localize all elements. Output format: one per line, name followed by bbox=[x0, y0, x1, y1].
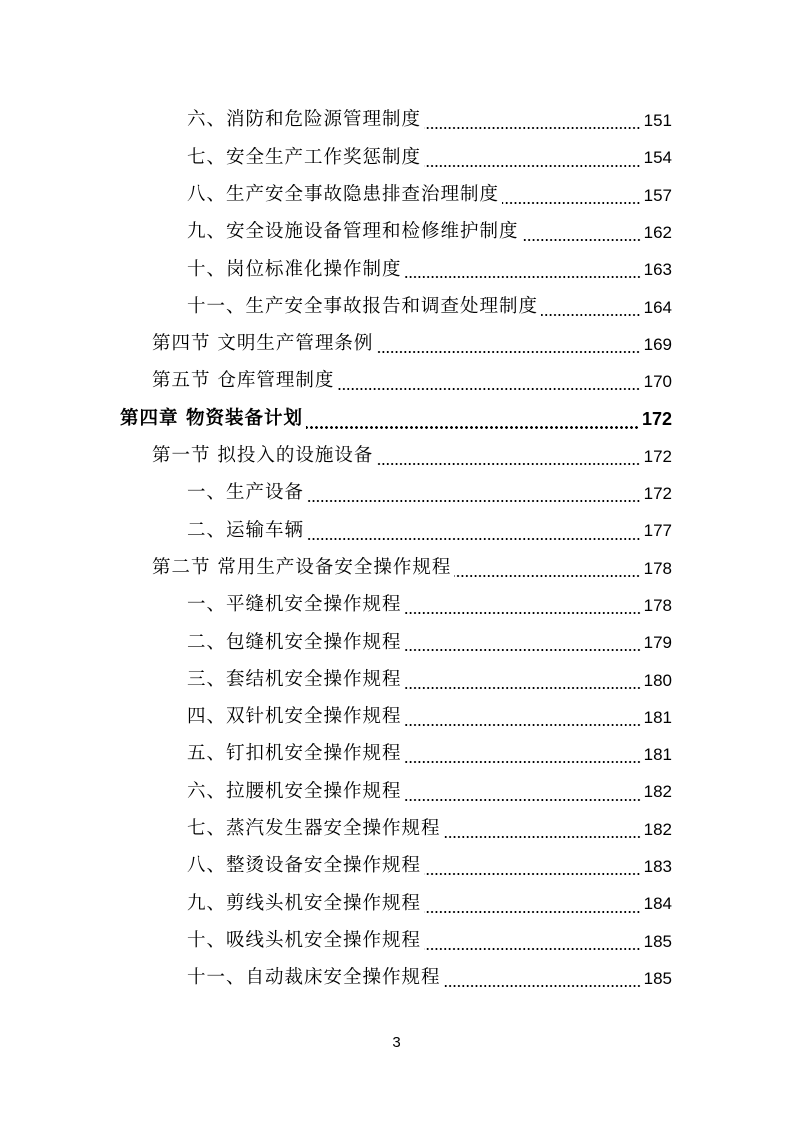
toc-entry-title: 六、拉腰机安全操作规程 bbox=[187, 780, 402, 802]
toc-chapter-entry[interactable] bbox=[0, 400, 793, 437]
toc-entry-page: 177 bbox=[643, 521, 672, 541]
toc-item-entry[interactable] bbox=[0, 773, 793, 810]
toc-entry-page: 182 bbox=[643, 819, 672, 839]
toc-item-entry[interactable] bbox=[0, 736, 793, 773]
toc-dot-leader bbox=[444, 836, 641, 838]
toc-item-entry[interactable] bbox=[0, 848, 793, 885]
toc-entry-page: 154 bbox=[643, 148, 672, 168]
toc-dot-leader bbox=[424, 127, 641, 129]
toc-dot-leader bbox=[376, 351, 640, 353]
toc-entry-page: 179 bbox=[643, 633, 672, 653]
toc-entry-title: 九、安全设施设备管理和检修维护制度 bbox=[187, 221, 519, 243]
toc-entry-page: 183 bbox=[643, 857, 672, 877]
toc-entry-page: 169 bbox=[643, 334, 672, 354]
toc-dot-leader bbox=[522, 239, 641, 241]
toc-entry-title: 十、吸线头机安全操作规程 bbox=[187, 929, 422, 951]
toc-entry-title: 第五节 仓库管理制度 bbox=[152, 370, 335, 392]
toc-dot-leader bbox=[307, 538, 641, 540]
toc-entry-title: 十一、生产安全事故报告和调查处理制度 bbox=[187, 295, 539, 317]
toc-dot-leader bbox=[405, 761, 641, 763]
toc-item-entry[interactable] bbox=[0, 699, 793, 736]
page-number: 3 bbox=[392, 1034, 401, 1051]
toc-entry-title: 二、运输车辆 bbox=[187, 519, 305, 541]
toc-entry-page: 181 bbox=[643, 745, 672, 765]
toc-entry-page: 185 bbox=[643, 968, 672, 988]
toc-entry-page: 163 bbox=[643, 260, 672, 280]
toc-item-entry[interactable] bbox=[0, 811, 793, 848]
toc-entry-page: 180 bbox=[643, 670, 672, 690]
toc-section-entry[interactable] bbox=[0, 438, 793, 475]
toc-item-entry[interactable] bbox=[0, 624, 793, 661]
toc-entry-page: 162 bbox=[643, 223, 672, 243]
toc-item-entry[interactable] bbox=[0, 512, 793, 549]
toc-dot-leader bbox=[405, 649, 641, 651]
toc-entry-page: 172 bbox=[641, 409, 672, 430]
toc-dot-leader bbox=[376, 463, 640, 465]
toc-entry-title: 第四章 物资装备计划 bbox=[120, 407, 303, 429]
toc-entry-page: 172 bbox=[643, 446, 672, 466]
toc-entry-title: 二、包缝机安全操作规程 bbox=[187, 631, 402, 653]
toc-entry-title: 十、岗位标准化操作制度 bbox=[187, 258, 402, 280]
toc-dot-leader bbox=[405, 687, 641, 689]
toc-dot-leader bbox=[424, 911, 641, 913]
toc-dot-leader bbox=[454, 575, 640, 577]
toc-entry-title: 第四节 文明生产管理条例 bbox=[152, 333, 374, 355]
toc-entry-page: 178 bbox=[643, 558, 672, 578]
toc-entry-page: 170 bbox=[643, 372, 672, 392]
toc-entry-page: 172 bbox=[643, 484, 672, 504]
toc-dot-leader bbox=[307, 500, 641, 502]
toc-dot-leader bbox=[424, 948, 641, 950]
toc-entry-title: 四、双针机安全操作规程 bbox=[187, 706, 402, 728]
toc-entry-page: 185 bbox=[643, 931, 672, 951]
toc-entry-title: 八、整烫设备安全操作规程 bbox=[187, 855, 422, 877]
toc-entry-title: 第一节 拟投入的设施设备 bbox=[152, 445, 374, 467]
toc-item-entry[interactable] bbox=[0, 587, 793, 624]
toc-entry-title: 七、安全生产工作奖惩制度 bbox=[187, 146, 422, 168]
toc-dot-leader bbox=[405, 799, 641, 801]
toc-section-entry[interactable] bbox=[0, 326, 793, 363]
toc-section-entry[interactable] bbox=[0, 363, 793, 400]
toc-item-entry[interactable] bbox=[0, 960, 793, 997]
toc-item-entry[interactable] bbox=[0, 139, 793, 176]
toc-dot-leader bbox=[405, 724, 641, 726]
toc-entry-page: 157 bbox=[643, 185, 672, 205]
toc-item-entry[interactable] bbox=[0, 251, 793, 288]
toc-dot-leader bbox=[444, 985, 641, 987]
toc-entry-page: 178 bbox=[643, 596, 672, 615]
toc-item-entry[interactable] bbox=[0, 475, 793, 512]
toc-entry-title: 九、剪线头机安全操作规程 bbox=[187, 892, 422, 914]
toc-entry-title: 七、蒸汽发生器安全操作规程 bbox=[187, 818, 441, 840]
toc-item-entry[interactable] bbox=[0, 288, 793, 325]
toc-dot-leader bbox=[541, 314, 641, 316]
toc-entry-page: 182 bbox=[643, 782, 672, 802]
toc-dot-leader bbox=[405, 612, 641, 614]
toc-item-entry[interactable] bbox=[0, 661, 793, 698]
toc-entry-title: 八、生产安全事故隐患排查治理制度 bbox=[187, 183, 500, 205]
toc-entry-page: 151 bbox=[643, 111, 672, 131]
toc-entry-page: 181 bbox=[643, 707, 672, 727]
toc-entry-title: 三、套结机安全操作规程 bbox=[187, 668, 402, 690]
toc-entry-page: 164 bbox=[643, 297, 672, 317]
toc-dot-leader bbox=[306, 426, 639, 429]
toc-entry-title: 一、生产设备 bbox=[187, 482, 305, 504]
toc-dot-leader bbox=[424, 165, 641, 167]
table-of-contents bbox=[0, 102, 793, 997]
toc-entry-title: 第二节 常用生产设备安全操作规程 bbox=[152, 556, 452, 578]
toc-dot-leader bbox=[337, 388, 640, 390]
toc-item-entry[interactable] bbox=[0, 214, 793, 251]
toc-entry-title: 一、平缝机安全操作规程 bbox=[187, 594, 402, 616]
toc-entry-title: 十一、自动裁床安全操作规程 bbox=[187, 967, 441, 989]
toc-entry-title: 五、钉扣机安全操作规程 bbox=[187, 743, 402, 765]
toc-entry-title: 六、消防和危险源管理制度 bbox=[187, 109, 422, 131]
toc-dot-leader bbox=[502, 202, 641, 204]
toc-entry-page: 184 bbox=[643, 894, 672, 914]
toc-item-entry[interactable] bbox=[0, 923, 793, 960]
toc-item-entry[interactable] bbox=[0, 885, 793, 922]
toc-item-entry[interactable] bbox=[0, 177, 793, 214]
toc-item-entry[interactable] bbox=[0, 102, 793, 139]
toc-section-entry[interactable] bbox=[0, 550, 793, 587]
toc-dot-leader bbox=[424, 873, 641, 875]
toc-dot-leader bbox=[405, 276, 641, 278]
